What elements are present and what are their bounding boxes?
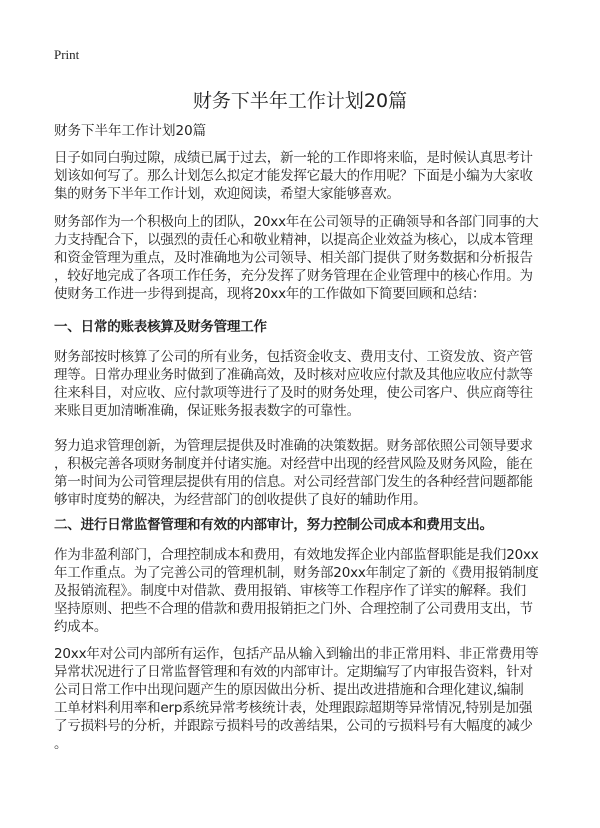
text-line: 力支持配合下，以强烈的责任心和敬业精神，以提高企业效益为核心，以成本管理 [54, 232, 533, 248]
text-line: 坚持原则、把些不合理的借款和费用报销拒之门外、合理控制了公司费用支出，节 [54, 601, 533, 617]
paragraph [54, 348, 554, 420]
text-line: 作为非盈利部门，合理控制成本和费用，有效地发挥企业内部监督职能是我们20xx [54, 547, 539, 563]
text-line: 公司日常工作中出现问题产生的原因做出分析、提出改进措施和合理化建议,编制 [54, 682, 524, 698]
text-line: ，较好地完成了各项工作任务，充分发挥了财务管理在企业管理中的核心作用。为 [54, 268, 533, 284]
text-line: 。 [54, 736, 68, 752]
text-line: 财务部按时核算了公司的所有业务，包括资金收支、费用支付、工资发放、资产管 [54, 349, 533, 365]
text-line: 来账目更加清晰准确，保证账务报表数字的可靠性。 [54, 403, 360, 419]
text-line: 和资金管理为重点，及时准确地为公司领导、相关部门提供了财务数据和分析报告 [54, 250, 533, 266]
text-line: 划该如何写了。那么计划怎么拟定才能发挥它最大的作用呢？下面是小编为大家收 [54, 168, 533, 184]
text-line: 使财务工作进一步得到提高，现将20xx年的工作做如下简要回顾和总结： [54, 286, 486, 302]
text-line: 了亏损料号的分析，并跟踪亏损料号的改善结果，公司的亏损料号有大幅度的减少 [54, 718, 533, 734]
text-line: 够审时度势的解决，为经营部门的创收提供了良好的辅助作用。 [54, 492, 427, 508]
text-line: 异常状况进行了日常监督管理和有效的内部审计。定期编写了内审报告资料，针对 [54, 664, 533, 680]
text-line: 年工作重点。为了完善公司的管理机制，财务部20xx年制定了新的《费用报销制度 [54, 565, 539, 581]
text-line: 第一时间为公司管理层提供有用的信息。对公司经营部门发生的各种经营问题都能 [54, 474, 533, 490]
paragraph [54, 437, 554, 509]
paragraph [54, 213, 554, 303]
text-line: 及报销流程》。制度中对借款、费用报销、审核等工作程序作了详实的解释。我们 [54, 583, 527, 599]
text-line: 日子如同白驹过隙，成绩已属于过去，新一轮的工作即将来临，是时候认真思考计 [54, 150, 533, 166]
paragraph [54, 645, 554, 753]
paragraph [54, 546, 554, 636]
text-line: 财务部作为一个积极向上的团队，20xx年在公司领导的正确领导和各部门同事的大 [54, 214, 539, 230]
text-line: 工单材料利用率和erp系统异常考核统计表，处理跟踪超期等异常情况,特别是加强 [54, 700, 533, 716]
text-line: ，积极完善各项财务制度并付诸实施。对经营中出现的经营风险及财务风险，能在 [54, 456, 533, 472]
text-line: 一、日常的账表核算及财务管理工作 [54, 319, 267, 335]
section-heading [54, 516, 554, 534]
text-line: 往来科目，对应收、应付款项等进行了及时的财务处理，使公司客户、供应商等往 [54, 385, 533, 401]
text-line: 集的财务下半年工作计划，欢迎阅读，希望大家能够喜欢。 [54, 186, 400, 202]
paragraph [54, 149, 554, 203]
section-heading [54, 318, 554, 336]
text-line: 理等。日常办理业务时做到了准确高效，及时核对应收应付款及其他应收应付款等 [54, 367, 533, 383]
subtitle: 财务下半年工作计划20篇 [54, 123, 207, 139]
text-line: 20xx年对公司内部所有运作，包括产品从输入到输出的非正常用料、非正常费用等 [54, 646, 539, 662]
text-line: 二、进行日常监督管理和有效的内部审计，努力控制公司成本和费用支出。 [54, 517, 493, 533]
page-title: 财务下半年工作计划20篇 [192, 90, 408, 112]
text-line: 约成本。 [54, 619, 108, 635]
print-link[interactable]: Print [54, 47, 80, 62]
text-line: 努力追求管理创新，为管理层提供及时准确的决策数据。财务部依照公司领导要求 [54, 438, 533, 454]
